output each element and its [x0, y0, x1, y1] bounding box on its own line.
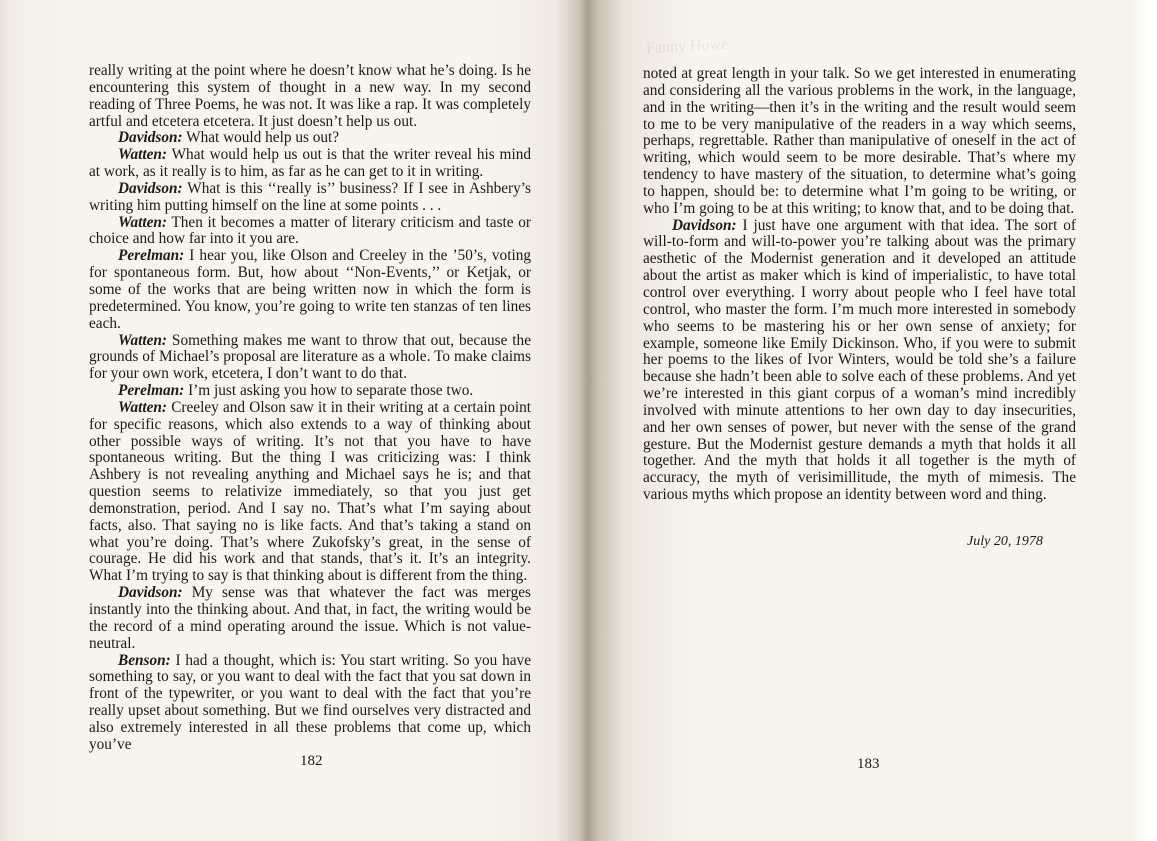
paragraph-text: I had a thought, which is: You start writing. So you have something to say, or you want to deal with the fact that you sat down in front of the typewriter, or you want to deal with the fact that you’re really upset about something. But we find ourselves very distracted and also extremely interested in all these problems that come up, which you’ve	[89, 651, 531, 753]
paragraph-text: What is this ‘‘really is’’ business? If I see in Ashbery’s writing him putting himself on the line at some points . . .	[89, 179, 531, 214]
paragraph	[89, 585, 531, 652]
paragraph	[89, 653, 531, 754]
speaker: Watten:	[118, 331, 168, 349]
speaker: Watten:	[118, 398, 168, 416]
paragraph-text: I’m just asking you how to separate those two.	[184, 382, 474, 400]
paragraph	[89, 215, 531, 249]
paragraph-text: What would help us out?	[182, 129, 340, 147]
speaker: Davidson:	[118, 584, 183, 602]
paragraph-text: Creeley and Olson saw it in their writing at a certain point for specific reasons, which also extends to a way of thinking about other possible ways of writing. It’s not that you have to have spontaneous writing. But the thing I was criticizing was: I think Ashbery is not revealing anything and Michael says he is; and that question seems to relativize immediately, so that you just get demonstration, period. And I say no. That’s what I’m saying about facts, also. That saying no is like facts. And that’s taking a stand on what you’re doing. That’s where Zukofsky’s great, in the sense of courage. He did his work and that stands, that’s it. It’s an integrity. What I’m trying to say is that thinking about is different from the thing.	[89, 398, 531, 585]
dateline: July 20, 1978	[967, 534, 1043, 549]
paragraph-text: really writing at the point where he doesn’t know what he’s doing. Is he encountering this system of thought in a new way. In my second reading of Three Poems, he was not. It was like a rap. It was completely artful and etcetera etcetera. It just doesn’t help us out.	[89, 62, 531, 130]
speaker: Watten:	[118, 213, 168, 231]
paragraph	[89, 383, 531, 400]
paragraph	[89, 147, 531, 181]
speaker: Davidson:	[118, 129, 183, 147]
speaker: Davidson:	[672, 216, 737, 234]
left-text-column	[89, 63, 531, 754]
paragraph	[643, 218, 1076, 504]
paragraph	[643, 66, 1076, 218]
right-text-column	[643, 66, 1076, 504]
speaker: Perelman:	[118, 247, 185, 265]
paragraph	[89, 63, 531, 130]
right-page	[590, 0, 1157, 841]
speaker: Davidson:	[118, 179, 183, 197]
speaker: Perelman:	[118, 382, 185, 400]
paragraph-text: noted at great length in your talk. So we get interested in enumerating and considering all the various problems in the work, in the language, and in the writing—then it’s in the writing and the result would seem to me to be very manipulative of the readers in a way which seems, perhaps, regrettable. Rather than manipulative of oneself in the act of writing, which would seem to be more desirable. That’s where my tendency to have mastery of the situation, to determine what’s going to happen, should be: to determine what I’m going to be writing, or who I’m going to be at this writing; to know that, and to be doing that.	[643, 65, 1076, 217]
paragraph	[89, 181, 531, 215]
paragraph-text: Something makes me want to throw that out, because the grounds of Michael’s proposal are literature as a whole. To make claims for your own work, etcetera, I don’t want to do that.	[89, 331, 531, 383]
speaker: Benson:	[118, 651, 171, 669]
paragraph-text: My sense was that whatever the fact was merges instantly into the thinking about. And that, in fact, the writing would be the record of a mind operating around the issue. Which is not value-neutral.	[89, 584, 531, 652]
paragraph-text: What would help us out is that the writer reveal his mind at work, as it really is to him, as far as he can get to it in writing.	[89, 146, 531, 181]
paragraph	[89, 130, 531, 147]
paragraph	[89, 400, 531, 585]
paragraph	[89, 248, 531, 332]
paragraph	[89, 333, 531, 384]
paragraph-text: I just have one argument with that idea. The sort of will-to-form and will-to-power you’re talking about was the primary aesthetic of the Modernist generation and it developed an attitude about the artist as maker which is kind of imperialistic, to have total control over everything. I worry about people who I feel have total control, who master the form. I’m much more interested in somebody who seems to be mastering his or her own sense of anxiety; for example, someone like Emily Dickinson. Who, if you were to submit her poems to the likes of Ivor Winters, would be told she’s a failure because she hadn’t been able to solve each of these problems. And yet we’re interested in this giant corpus of a woman’s mind incredibly involved with minute attentions to her own day to day insecurities, and her own senses of power, but never with the sense of the grand gesture. But the Modernist gesture demands a myth that holds it all together. And the myth that holds it all together is the myth of accuracy, the myth of verisimillitude, the myth of mimesis. The various myths which propose an identity between word and thing.	[643, 216, 1076, 504]
paragraph-text: I hear you, like Olson and Creeley in the ’50’s, voting for spontaneous form. But, how about ‘‘Non-Events,’’ or Ketjak, or some of the works that are being written now in which the form is predetermined. You know, you’re going to write ten stanzas of ten lines each.	[89, 247, 531, 332]
page-number-right: 183	[857, 756, 880, 772]
faint-running-head: Fanny Howe	[645, 35, 729, 58]
paragraph-text: Then it becomes a matter of literary criticism and taste or choice and how far into it you are.	[89, 213, 531, 248]
page-number-left: 182	[300, 753, 323, 769]
speaker: Watten:	[118, 146, 168, 164]
